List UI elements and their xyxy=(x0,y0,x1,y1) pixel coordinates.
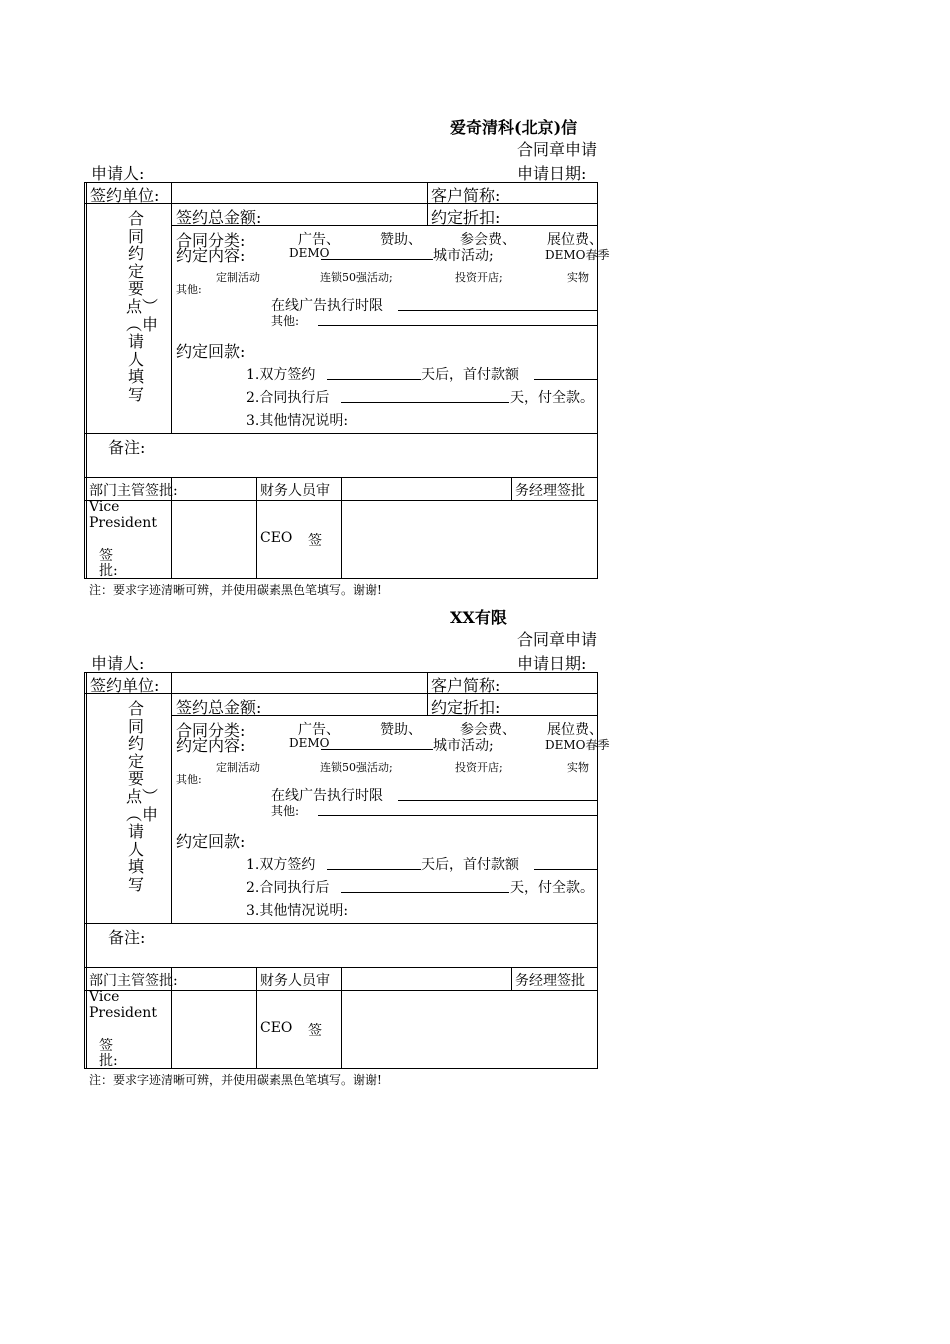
category-item: 参会费、 xyxy=(460,232,516,248)
payment-term: 3.其他情况说明: xyxy=(246,413,349,429)
vp-label: President xyxy=(89,515,157,531)
form-frame xyxy=(0,605,610,1095)
side-label: 合同约定要点︶︵申请人填写 xyxy=(126,699,159,894)
payment-label: 约定回款: xyxy=(176,342,246,361)
vp-label: Vice xyxy=(89,989,120,1005)
ad-limit-label: 在线广告执行时限 xyxy=(271,788,383,804)
signing-unit-label: 签约单位: xyxy=(90,186,160,205)
ceo-label: CEO xyxy=(260,1020,293,1036)
finance-review: 财务人员审 xyxy=(260,483,330,499)
ceo-label: CEO xyxy=(260,530,293,546)
border-line xyxy=(511,477,512,500)
content-item: DEMO xyxy=(289,736,330,750)
fill-line xyxy=(327,869,421,870)
footer-note: 注：要求字迹清晰可辨，并使用碳素黑色笔填写。谢谢! xyxy=(89,583,382,597)
finance-review: 财务人员审 xyxy=(260,973,330,989)
other-label: 其他: xyxy=(176,773,202,786)
category-item: 展位费、 xyxy=(547,232,603,248)
discount-label: 约定折扣: xyxy=(431,698,501,717)
border-line xyxy=(171,672,172,923)
remarks-label: 备注: xyxy=(108,928,146,947)
border-line xyxy=(427,182,428,225)
category-item: 展位费、 xyxy=(547,722,603,738)
total-amount-label: 签约总金额: xyxy=(176,208,262,227)
border-line xyxy=(86,182,87,578)
fill-line xyxy=(398,310,598,311)
fill-line xyxy=(341,402,509,403)
fill-line xyxy=(321,259,433,260)
category-item: 广告、 xyxy=(298,232,340,248)
other-label: 其他: xyxy=(271,804,300,818)
content-item: DEMO春季 xyxy=(545,248,610,262)
content-label: 约定内容: xyxy=(176,736,246,755)
side-label: 合同约定要点︶︵申请人填写 xyxy=(126,209,159,404)
category-item: 赞助、 xyxy=(380,722,422,738)
vp-sign: 签 xyxy=(99,1038,113,1054)
client-short-label: 客户简称: xyxy=(431,186,501,205)
border-line xyxy=(341,967,342,1068)
content-item: 实物 xyxy=(567,271,589,284)
applicant-label: 申请人: xyxy=(91,164,145,183)
payment-term: 天后，首付款额 xyxy=(421,367,519,383)
border-line xyxy=(84,1068,598,1069)
category-label: 合同分类: xyxy=(176,721,246,740)
fill-line xyxy=(341,892,509,893)
vp-sign: 批: xyxy=(99,563,118,579)
content-item: 投资开店; xyxy=(455,761,503,774)
fill-line xyxy=(327,379,421,380)
apply-date-label: 申请日期: xyxy=(517,654,587,673)
border-line xyxy=(256,967,257,1068)
border-line xyxy=(511,967,512,990)
content-item: 定制活动 xyxy=(216,271,260,284)
border-line xyxy=(84,578,598,579)
ceo-sign: 签 xyxy=(308,533,322,549)
border-line xyxy=(256,477,257,578)
content-item: 城市活动; xyxy=(433,248,494,264)
vp-label: Vice xyxy=(89,499,120,515)
remarks-label: 备注: xyxy=(108,438,146,457)
form-frame xyxy=(0,115,610,605)
payment-term: 3.其他情况说明: xyxy=(246,903,349,919)
category-item: 参会费、 xyxy=(460,722,516,738)
total-amount-label: 签约总金额: xyxy=(176,698,262,717)
category-label: 合同分类: xyxy=(176,231,246,250)
border-line xyxy=(84,203,598,204)
payment-term: 1.双方签约 xyxy=(246,857,316,873)
signing-unit-label: 签约单位: xyxy=(90,676,160,695)
border-line xyxy=(84,693,598,694)
fill-line xyxy=(318,325,598,326)
border-line xyxy=(84,672,598,673)
other-label: 其他: xyxy=(271,314,300,328)
dept-manager-approval: 部门主管签批: xyxy=(89,483,178,499)
dept-manager-approval: 部门主管签批: xyxy=(89,973,178,989)
category-item: 赞助、 xyxy=(380,232,422,248)
form-title: XX有限 xyxy=(450,608,507,627)
content-label: 约定内容: xyxy=(176,246,246,265)
border-line xyxy=(84,182,85,578)
other-label: 其他: xyxy=(176,283,202,296)
content-item: 城市活动; xyxy=(433,738,494,754)
form-title: 爱奇清科(北京)信 xyxy=(450,118,578,137)
general-manager-approval: 务经理签批 xyxy=(515,973,585,989)
payment-term: 天，付全款。 xyxy=(510,880,594,896)
fill-line xyxy=(318,815,598,816)
payment-term: 天后，首付款额 xyxy=(421,857,519,873)
payment-term: 1.双方签约 xyxy=(246,367,316,383)
payment-term: 2.合同执行后 xyxy=(246,390,330,406)
border-line xyxy=(84,672,85,1068)
vp-sign: 签 xyxy=(99,548,113,564)
vp-sign: 批: xyxy=(99,1053,118,1069)
fill-line xyxy=(534,869,598,870)
content-item: 定制活动 xyxy=(216,761,260,774)
content-item: 连锁50强活动; xyxy=(320,761,393,774)
content-item: 连锁50强活动; xyxy=(320,271,393,284)
content-item: DEMO xyxy=(289,246,330,260)
content-item: 实物 xyxy=(567,761,589,774)
footer-note: 注：要求字迹清晰可辨，并使用碳素黑色笔填写。谢谢! xyxy=(89,1073,382,1087)
payment-term: 天，付全款。 xyxy=(510,390,594,406)
form-subtitle: 合同章申请 xyxy=(517,140,598,159)
ceo-sign: 签 xyxy=(308,1023,322,1039)
contract-seal-form xyxy=(0,605,950,1095)
apply-date-label: 申请日期: xyxy=(517,164,587,183)
fill-line xyxy=(398,800,598,801)
border-line xyxy=(171,182,172,433)
applicant-label: 申请人: xyxy=(91,654,145,673)
payment-term: 2.合同执行后 xyxy=(246,880,330,896)
form-subtitle: 合同章申请 xyxy=(517,630,598,649)
vp-label: President xyxy=(89,1005,157,1021)
content-item: DEMO春季 xyxy=(545,738,610,752)
contract-seal-form xyxy=(0,115,950,605)
border-line xyxy=(86,672,87,1068)
ad-limit-label: 在线广告执行时限 xyxy=(271,298,383,314)
fill-line xyxy=(321,749,433,750)
fill-line xyxy=(534,379,598,380)
category-item: 广告、 xyxy=(298,722,340,738)
border-line xyxy=(84,182,598,183)
content-item: 投资开店; xyxy=(455,271,503,284)
border-line xyxy=(341,477,342,578)
border-line xyxy=(427,672,428,715)
discount-label: 约定折扣: xyxy=(431,208,501,227)
payment-label: 约定回款: xyxy=(176,832,246,851)
border-line xyxy=(84,923,598,924)
general-manager-approval: 务经理签批 xyxy=(515,483,585,499)
client-short-label: 客户简称: xyxy=(431,676,501,695)
border-line xyxy=(84,433,598,434)
